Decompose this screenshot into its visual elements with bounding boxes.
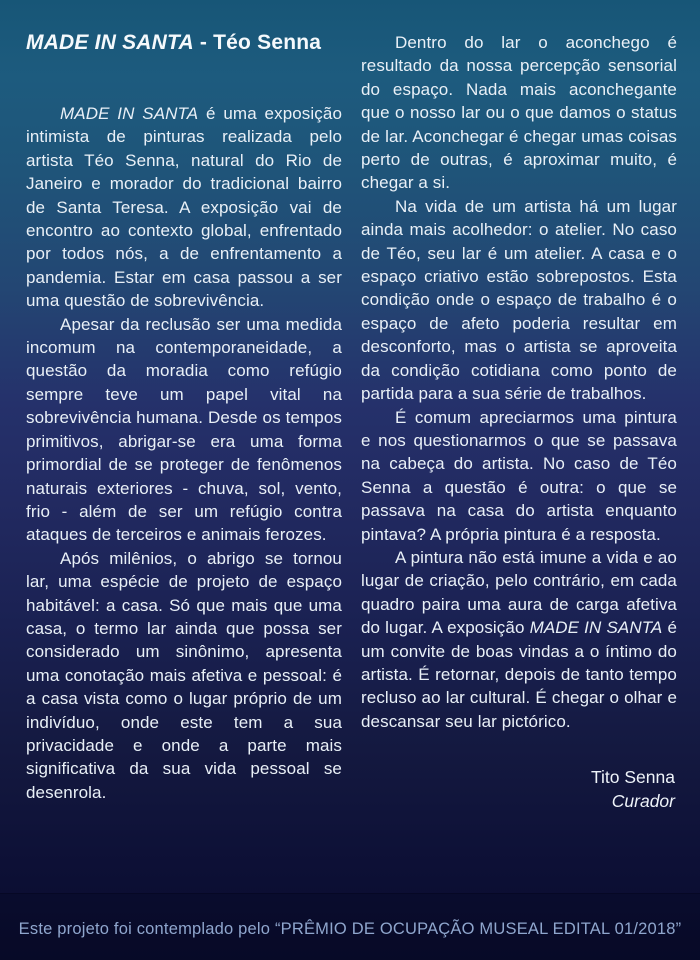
body-paragraph: [361, 31, 677, 195]
text-run: Na vida de um artista há um lugar ainda mais acolhedor: o atelier. No caso de Téo, seu lar é um atelier. A casa e o espaço criativo estão sobrepostos. Esta condição onde o espaço de trabalho é o espaço de afeto poderia resultar em desconforto, mas o artista se aproveita da condição cotidiana como ponto de partida para a sua série de trabalhos.: [361, 196, 677, 404]
right-column-paragraphs: [361, 31, 677, 733]
footer-bar: [0, 893, 700, 960]
text-run: É comum apreciarmos uma pintura e nos questionarmos o que se passava na cabeça do artista. No caso de Téo Senna a questão é outra: o que se passava na casa do artista enquanto pintava? A própria pintura é a resposta.: [361, 407, 677, 544]
left-column-paragraphs: [26, 102, 342, 804]
signature-block: [361, 766, 677, 813]
italic-text-run: MADE IN SANTA: [529, 618, 663, 638]
page-title-exhibition-name: MADE IN SANTA: [26, 31, 194, 54]
body-paragraph: [26, 313, 342, 547]
signature-name: Tito Senna: [591, 767, 675, 788]
text-run: Apesar da reclusão ser uma medida incomum na contemporaneidade, a questão da moradia como refúgio sempre teve um papel vital na sobrevivência humana. Desde os tempos primitivos, abrigar-se era uma forma primordial de se proteger de fenômenos naturais exteriores - chuva, sol, vento, frio - além de ser um refúgio contra ataques de terceiros e animais ferozes.: [26, 314, 342, 545]
right-column: [361, 31, 677, 813]
text-run: A pintura não está imune a vida e ao lugar de criação, pelo contrário, em cada quadro paira uma aura de carga afetiva do lugar. A exposição: [361, 547, 677, 638]
left-column: [26, 31, 342, 813]
text-run: é um convite de boas vindas a o íntimo do artista. É retornar, depois de tanto tempo recluso ao lar cultural. É chegar o olhar e descansar seu lar pictórico.: [361, 618, 677, 731]
text-run: Após milênios, o abrigo se tornou lar, uma espécie de projeto de espaço habitável: a casa. Só que mais que uma casa, o termo lar ainda que possa ser considerado um sinônimo, apresenta uma conotação mais afetiva e pessoal: é a casa vista como o lugar próprio de um indivíduo, onde este tem a sua privacidade e onde a parte mais significativa da sua vida pessoal se desenrola.: [26, 548, 342, 802]
body-paragraph: [26, 547, 342, 804]
text-run: é uma exposição intimista de pinturas realizada pelo artista Téo Senna, natural do Rio de Janeiro e morador do tradicional bairro de Santa Teresa. A exposição vai de encontro ao contexto global, enfrentado por todos nós, a de enfrentamento a pandemia. Estar em casa passou a ser uma questão de sobrevivência.: [26, 104, 342, 311]
signature-role: Curador: [611, 790, 675, 811]
footer-credit-text: Este projeto foi contemplado pelo “PRÊMIO DE OCUPAÇÃO MUSEAL EDITAL 01/2018”: [18, 920, 682, 938]
page-title: [26, 31, 342, 55]
italic-text-run: MADE IN SANTA: [60, 104, 199, 123]
body-paragraph: [361, 195, 677, 406]
page-title-artist-name: - Téo Senna: [193, 31, 322, 54]
body-paragraph: [361, 546, 677, 733]
text-run: Dentro do lar o aconchego é resultado da nossa percepção sensorial do espaço. Nada mais aconchegante que o nosso lar ou o que damos o status de lar. Aconchegar é chegar umas coisas perto de outras, é aproximar muito, é chegar a si.: [361, 33, 677, 193]
body-paragraph: [361, 406, 677, 546]
body-paragraph: [26, 102, 342, 313]
